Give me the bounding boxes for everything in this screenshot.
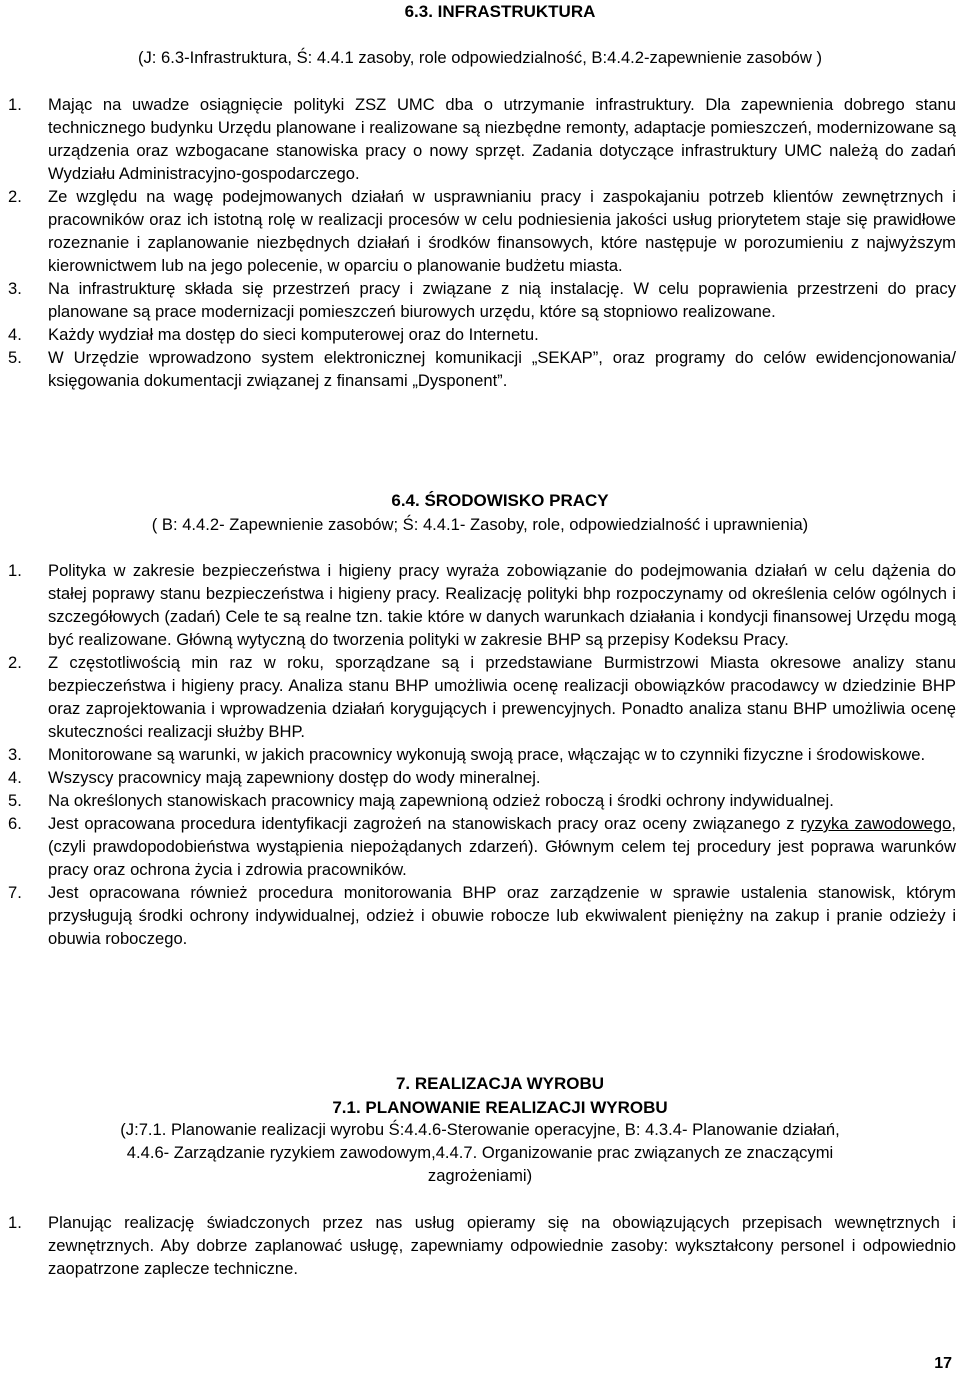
srodowisko-pracy-list <box>8 559 956 950</box>
planowanie-list <box>8 1211 956 1280</box>
section-title-planowanie-realizacji: 7.1. PLANOWANIE REALIZACJI WYROBU <box>332 1098 668 1117</box>
section-reference-line-1: (J:7.1. Planowanie realizacji wyrobu Ś:4.4.6-Sterowanie operacyjne, B: 4.3.4- Planowanie działań, <box>120 1120 840 1139</box>
section-title-realizacja-wyrobu: 7. REALIZACJA WYROBU <box>395 1074 605 1093</box>
list-item: 6. Jest opracowana procedura identyfikacji zagrożeń na stanowiskach pracy oraz oceny związanego z ryzyka zawodowego, (czyli prawdopodobieństwa wystąpienia niepożądanych zdarzeń). Głównym celem tej procedury jest poprawa warunków pracy oraz ochrona życia i zdrowia pracowników. <box>8 814 956 879</box>
section-reference-line-3: zagrożeniami) <box>427 1166 533 1185</box>
list-item: 1. Planując realizację świadczonych przez nas usług opieramy się na obowiązujących przepisach wewnętrznych i zewnętrznych. Aby dobrze zaplanować usługę, zapewniamy odpowiednie zasoby: wykształcony personel i odpowiednio zaopatrzone zaplecze techniczne. <box>8 1213 956 1278</box>
list-item: 3. Na infrastrukturę składa się przestrzeń pracy i związane z nią instalację. W celu poprawienia przestrzeni do pracy planowane są prace modernizacji pomieszczeń biurowych urzędu, które są stopniowo realizowane. <box>8 279 956 321</box>
list-item: 2. Z częstotliwością min raz w roku, sporządzane są i przedstawiane Burmistrzowi Miasta okresowe analizy stanu bezpieczeństwa i higieny pracy. Analiza stanu BHP umożliwia ocenę realizacji obowiązków pracodawcy w dziedzinie BHP oraz zaprojektowania i wprowadzenia działań korygujących i prewencyjnych. Ponadto analiza stanu BHP umożliwia ocenę skuteczności realizacji służby BHP. <box>8 653 956 741</box>
list-item: 7. Jest opracowana również procedura monitorowania BHP oraz zarządzenie w sprawie ustalenia stanowisk, którym przysługują środki ochrony indywidualnej, odzież i obuwie robocze lub ekwiwalent pieniężny na zakup i pranie odzieży i obuwia roboczego. <box>8 883 956 948</box>
section-reference-infrastruktura: (J: 6.3-Infrastruktura, Ś: 4.4.1 zasoby, role odpowiedzialność, B:4.4.2-zapewnienie zasobów ) <box>137 48 823 67</box>
infrastruktura-list <box>8 93 956 392</box>
list-item: 1. Mając na uwadze osiągnięcie polityki ZSZ UMC dba o utrzymanie infrastruktury. Dla zapewnienia dobrego stanu technicznego budynku Urzędu planowane i realizowane są niezbędne remonty, adaptacje pomieszczeń, modernizowane są urządzenia oraz wzbogacane stanowiska pracy o nowy sprzęt. Zadania dotyczące infrastruktury UMC należą do zadań Wydziału Administracyjno-gospodarczego. <box>8 95 956 183</box>
section-reference-line-2: 4.4.6- Zarządzanie ryzykiem zawodowym,4.4.7. Organizowanie prac związanych ze znaczącymi <box>126 1143 834 1162</box>
section-reference-srodowisko-pracy: ( B: 4.4.2- Zapewnienie zasobów; Ś: 4.4.1- Zasoby, role, odpowiedzialność i uprawnienia) <box>151 515 809 534</box>
section-title-infrastruktura: 6.3. INFRASTRUKTURA <box>404 2 596 21</box>
list-item: 5. W Urzędzie wprowadzono system elektronicznej komunikacji „SEKAP”, oraz programy do celów ewidencjonowania/ księgowania dokumentacji związanej z finansami „Dysponent”. <box>8 348 956 390</box>
list-item: 2. Ze względu na wagę podejmowanych działań w usprawnianiu pracy i zaspokajaniu potrzeb klientów zewnętrznych i pracowników oraz ich istotną rolę w realizacji procesów w celu podniesienia jakości usług priorytetem staje się prawidłowe rozeznanie i zaplanowanie niezbędnych działań i środków finansowych, które następuje w porozumieniu z najwyższym kierownictwem lub na jego polecenie, w oparciu o planowanie budżetu miasta. <box>8 187 956 275</box>
list-item: 4. Każdy wydział ma dostęp do sieci komputerowej oraz do Internetu. <box>8 325 539 344</box>
underlined-term: ryzyka zawodowego <box>800 814 952 833</box>
list-item: 1. Polityka w zakresie bezpieczeństwa i higieny pracy wyraża zobowiązanie do podejmowania działań w celu dążenia do stałej poprawy stanu bezpieczeństwa i higieny pracy. Realizację polityki bhp rozpoczynamy od określenia celów ogólnych i szczegółowych (zadań) Cele te są realne tzn. takie które w danych warunkach działania i kondycji finansowej Urzędu mogą być realizowane. Główną wytyczną do tworzenia polityki w zakresie BHP są przepisy Kodeksu Pracy. <box>8 561 956 649</box>
page-number: 17 <box>934 1355 952 1372</box>
list-item: 3. Monitorowane są warunki, w jakich pracownicy wykonują swoją prace, włączając w to czynniki fizyczne i środowiskowe. <box>8 745 926 764</box>
section-title-srodowisko-pracy: 6.4. ŚRODOWISKO PRACY <box>391 491 609 510</box>
list-item: 4. Wszyscy pracownicy mają zapewniony dostęp do wody mineralnej. <box>8 768 541 787</box>
list-item: 5. Na określonych stanowiskach pracownicy mają zapewnioną odzież roboczą i środki ochrony indywidualnej. <box>8 791 834 810</box>
